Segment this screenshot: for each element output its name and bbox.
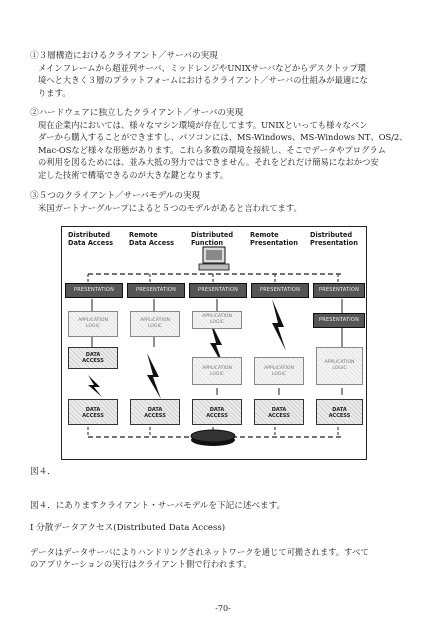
section-2-line: Mac-OSなど様々な形態があります。これら多数の環境を接続し、そこでデータやプログラム xyxy=(38,144,386,155)
column-header-line1: Distributed xyxy=(310,231,353,239)
bolt-col4 xyxy=(272,299,286,351)
section-3-line: 米国ガートナーグループによると５つのモデルがあると言われてます。 xyxy=(38,203,302,213)
column-header-line1: Distributed xyxy=(68,231,111,239)
presentation-box: PRESENTATION xyxy=(313,283,365,298)
section-1 xyxy=(30,50,422,99)
column-header-line2: Presentation xyxy=(310,239,358,247)
subsection-title: Ⅰ 分散データアクセス(Distributed Data Access) xyxy=(30,523,226,533)
application-logic-box: APPLICATION LOGIC xyxy=(68,311,118,337)
data-access-box-server: DATA ACCESS xyxy=(192,399,242,425)
column-header-line1: Remote xyxy=(129,231,158,239)
column-header-line2: Function xyxy=(191,239,224,247)
closing-line: データはデータサーバによりハンドリングされネットワークを通じて可搬されます。すべて xyxy=(30,547,369,557)
column-header-line1: Remote xyxy=(250,231,279,239)
application-logic-box-server: APPLICATION LOGIC xyxy=(316,347,363,385)
presentation-box: PRESENTATION xyxy=(65,283,123,298)
section-1-line: ります。 xyxy=(38,87,71,98)
closing-line: のアプリケーションの実行はクライアント側で行われます。 xyxy=(30,559,252,570)
column-header-distributed-presentation xyxy=(310,231,358,247)
presentation-box: PRESENTATION xyxy=(189,283,247,298)
application-logic-box-server: APPLICATION LOGIC xyxy=(254,357,304,385)
section-2 xyxy=(30,107,422,181)
data-access-box-server: DATA ACCESS xyxy=(68,399,118,425)
body-caption: 図４．にありますクライアント・サーバモデルを下記に述べます。 xyxy=(30,501,286,511)
bolt-col2 xyxy=(147,353,161,399)
column-header-line2: Data Access xyxy=(129,239,175,247)
section-3-body xyxy=(30,202,422,214)
section-2-line: の利用を図るためには、並み大抵の努力ではできません。それをどれだけ簡易になおかつ安 xyxy=(38,157,379,168)
bolt-col1 xyxy=(88,375,102,397)
section-3-title: ③５つのクライアント／サーバモデルの実現 xyxy=(30,191,201,201)
column-header-remote-presentation xyxy=(250,231,298,247)
closing-paragraph xyxy=(30,546,422,571)
section-1-line: メインフレームから超並列サーバ、ミッドレンジやUNIXサーバなどからデスクトップ環 xyxy=(38,63,366,73)
column-header-line2: Data Access xyxy=(68,239,114,247)
data-access-box: DATA ACCESS xyxy=(68,347,118,369)
column-header-distributed-data-access xyxy=(68,231,113,247)
client-terminal-icon xyxy=(199,247,229,270)
section-3 xyxy=(30,190,422,214)
data-access-box-server: DATA ACCESS xyxy=(130,399,180,425)
column-header-line2: Presentation xyxy=(250,239,298,247)
figure-caption: 図４． xyxy=(30,467,56,477)
column-header-line1: Distributed xyxy=(191,231,234,239)
section-1-body xyxy=(30,62,422,99)
data-access-box-server: DATA ACCESS xyxy=(254,399,304,425)
application-logic-box: APPLICATION LOGIC xyxy=(130,311,180,337)
application-logic-box-server: APPLICATION LOGIC xyxy=(192,357,242,385)
column-header-distributed-function xyxy=(191,231,233,247)
section-2-title: ②ハードウェアに独立したクライアント／サーバの実現 xyxy=(30,108,244,118)
section-2-line: 現在企業内においては、様々なマシン環境が存在してます。UNIXといっても様々なベン xyxy=(38,120,368,130)
section-2-line: ダーから購入することができますし、パソコンには、MS-Windows、MS-Windows NT、OS/2、 xyxy=(38,132,408,143)
presentation-box-server: PRESENTATION xyxy=(313,313,365,328)
presentation-box: PRESENTATION xyxy=(127,283,185,298)
page-number: -70- xyxy=(215,604,231,613)
presentation-box: PRESENTATION xyxy=(251,283,309,298)
section-1-title: ①３層構造におけるクライアント／サーバの実現 xyxy=(30,51,218,61)
database-icon xyxy=(191,430,235,446)
section-2-body xyxy=(30,119,422,181)
section-2-line: 定した技術で構築できるのが大きな鍵となります。 xyxy=(38,169,229,180)
column-header-remote-data-access xyxy=(129,231,174,247)
application-logic-box: APPLICATION LOGIC xyxy=(192,311,242,329)
section-1-line: 境へと大きく３層のプラットフォームにおけるクライアント／サーバの仕組みが最適にな xyxy=(38,75,368,86)
closing-body xyxy=(30,546,422,571)
data-access-box-server: DATA ACCESS xyxy=(316,399,363,425)
client-server-models-figure xyxy=(61,226,367,460)
